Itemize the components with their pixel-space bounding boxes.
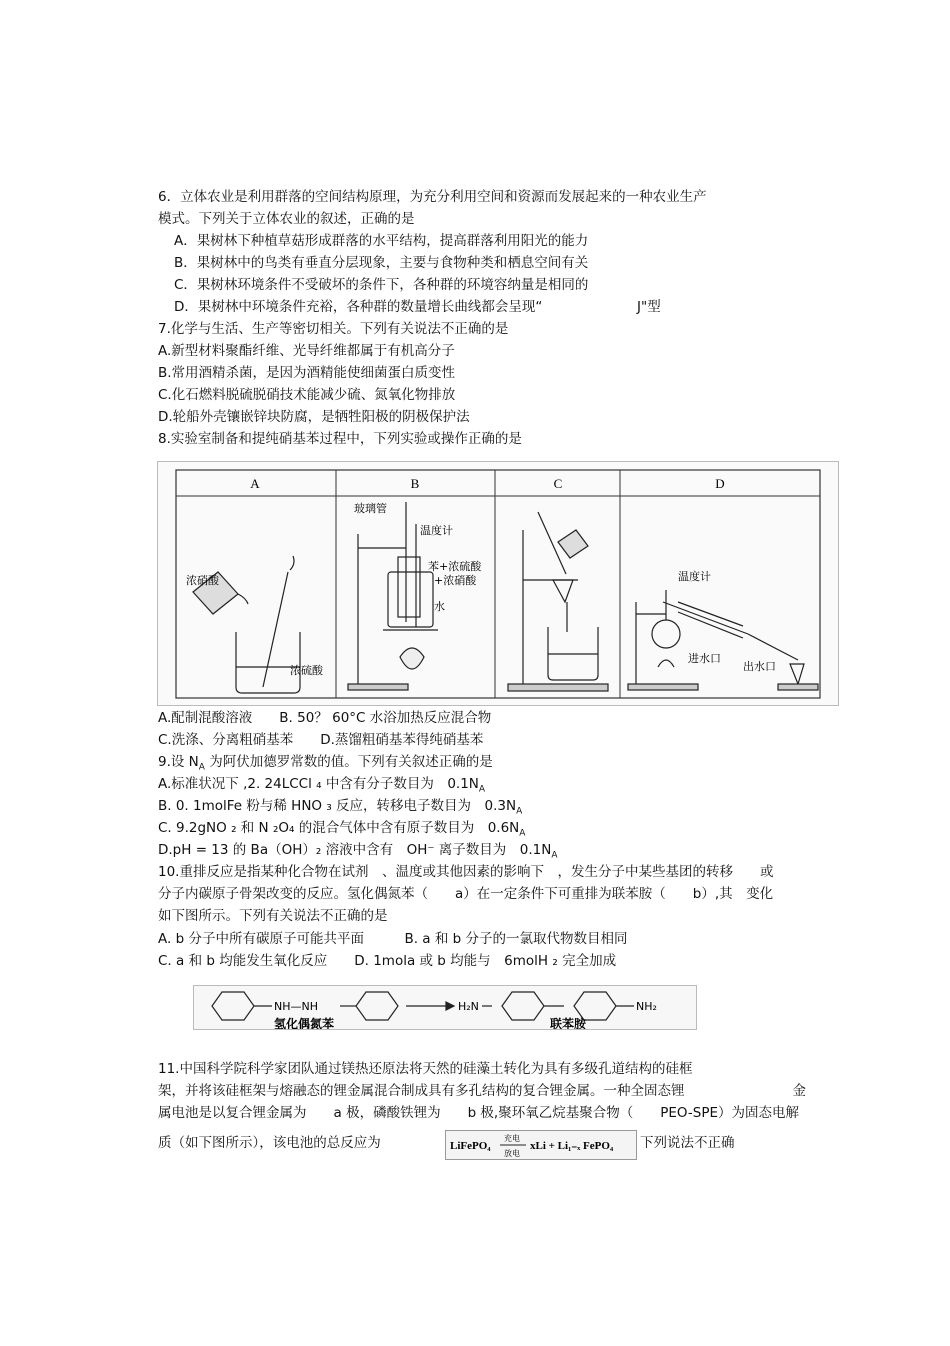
header-d: D bbox=[715, 476, 725, 491]
formula-products: xLi + Li₁₋ₓ FePO₄ bbox=[530, 1140, 614, 1152]
nh2-group: NH₂ bbox=[636, 1000, 657, 1013]
label-hydrazobenzene: 氢化偶氮苯 bbox=[274, 1017, 335, 1029]
label-b-glass-tube: 玻璃管 bbox=[354, 502, 387, 515]
rearrangement-figure bbox=[193, 985, 697, 1030]
q6-option-a: A．果树林下种植草菇形成群落的水平结构，提高群落利用阳光的能力 bbox=[174, 233, 589, 249]
q8-options-cd: C.洗涤、分离粗硝基苯 D.蒸馏粗硝基苯得纯硝基苯 bbox=[158, 732, 484, 748]
q6-option-d-end: J"型 bbox=[637, 299, 661, 315]
q9-option-b: B. 0. 1molFe 粉与稀 HNO ₃ 反应，转移电子数目为 $0.3N_A$ bbox=[158, 798, 523, 817]
q6-option-d: D．果树林中环境条件充裕，各种群的数量增长曲线都会呈现“ bbox=[174, 299, 543, 315]
q10-options-ab: A. b 分子中所有碳原子可能共平面 B. a 和 b 分子的一氯取代物数目相同 bbox=[158, 931, 628, 947]
apparatus-figure bbox=[157, 461, 839, 706]
q11-line1: 11.中国科学院科学家团队通过镁热还原法将天然的硅藻土转化为具有多级孔道结构的硅框 bbox=[158, 1061, 693, 1077]
label-b-mix-line1: 苯+浓硫酸 bbox=[428, 560, 482, 573]
q10-options-cd: C. a 和 b 均能发生氧化反应 D. 1mola 或 b 均能与 6molH ₂ 完全加成 bbox=[158, 953, 617, 969]
q7-option-a: A.新型材料聚酯纤维、光导纤维都属于有机高分子 bbox=[158, 343, 455, 359]
formula-reactant: LiFePO₄ bbox=[450, 1140, 491, 1152]
q8-options-ab: A.配制混酸溶液 B. 50？ 60°C 水浴加热反应混合物 bbox=[158, 710, 492, 726]
q6-option-c: C．果树林环境条件不受破坏的条件下，各种群的环境容纳量是相同的 bbox=[174, 277, 589, 293]
benzene-ring-1 bbox=[212, 992, 254, 1020]
label-d-thermometer: 温度计 bbox=[678, 570, 711, 583]
benzene-ring-2 bbox=[356, 992, 398, 1020]
q11-line2: 架，并将该硅框架与熔融态的锂金属混合制成具有多孔结构的复合锂金属。一种全固态锂 金 bbox=[158, 1083, 806, 1099]
q6-stem-line2: 模式。下列关于立体农业的叙述，正确的是 bbox=[158, 211, 415, 227]
q9-option-a: A.标准状况下 ,2. 24LCCl ₄ 中含有分子数目为 $0.1N_A$ bbox=[158, 776, 486, 795]
header-a: A bbox=[250, 476, 260, 491]
label-d-water-out: 出水口 bbox=[743, 660, 776, 673]
q9-option-d: D.pH = 13 的 Ba（OH）₂ 溶液中含有 OH⁻ 离子数目为 $0.1N_A$ bbox=[158, 842, 558, 861]
formula-discharge: 放电 bbox=[504, 1149, 520, 1158]
q10-stem-line3: 如下图所示。下列有关说法不正确的是 bbox=[158, 908, 388, 924]
benzene-ring-4 bbox=[574, 992, 616, 1020]
q6-option-b: B．果树林中的鸟类有垂直分层现象，主要与食物种类和栖息空间有关 bbox=[174, 255, 589, 271]
q11-line4-end: 下列说法不正确 bbox=[640, 1135, 735, 1151]
label-a-conc-sulfuric: 浓硫酸 bbox=[290, 664, 323, 677]
header-b: B bbox=[410, 476, 420, 491]
q10-stem-line2: 分子内碳原子骨架改变的反应。氢化偶氮苯（ a）在一定条件下可重排为联苯胺（ b）,其 变化 bbox=[158, 886, 774, 902]
q9-stem: 9.设 $N_A$ 为阿伏加德罗常数的值。下列有关叙述正确的是 bbox=[158, 754, 493, 773]
battery-reaction-formula bbox=[445, 1130, 637, 1160]
q7-option-b: B.常用酒精杀菌，是因为酒精能使细菌蛋白质变性 bbox=[158, 365, 456, 381]
q8-stem: 8.实验室制备和提纯硝基苯过程中，下列实验或操作正确的是 bbox=[158, 431, 522, 447]
q7-stem: 7.化学与生活、生产等密切相关。下列有关说法不正确的是 bbox=[158, 321, 509, 337]
label-b-mix-line2: +浓硝酸 bbox=[434, 574, 477, 587]
q10-stem-line1: 10.重排反应是指某种化合物在试剂 、温度或其他因素的影响下 ，发生分子中某些基团的转移 或 bbox=[158, 864, 774, 880]
apparatus-d bbox=[628, 590, 818, 690]
formula-charge: 充电 bbox=[504, 1134, 520, 1143]
header-c: C bbox=[553, 476, 563, 491]
q7-option-d: D.轮船外壳镶嵌锌块防腐，是牺牲阳极的阴极保护法 bbox=[158, 409, 470, 425]
q7-option-c: C.化石燃料脱硫脱硝技术能减少硫、氮氧化物排放 bbox=[158, 387, 456, 403]
h2n-group: H₂N bbox=[458, 1000, 479, 1013]
benzene-ring-3 bbox=[502, 992, 544, 1020]
q11-line4: 质（如下图所示），该电池的总反应为 bbox=[158, 1135, 381, 1151]
nh-nh-group: NH—NH bbox=[274, 1000, 318, 1013]
label-b-thermometer: 温度计 bbox=[420, 524, 453, 537]
label-a-conc-nitric: 浓硝酸 bbox=[186, 574, 219, 587]
apparatus-c bbox=[508, 512, 608, 691]
q9-option-c: C. 9.2gNO ₂ 和 N ₂O₄ 的混合气体中含有原子数目为 $0.6N_A$ bbox=[158, 820, 526, 839]
q11-line3: 属电池是以复合锂金属为 a 极，磷酸铁锂为 b 极,聚环氧乙烷基聚合物（ PEO-SPE）为固态电解 bbox=[158, 1105, 799, 1121]
label-benzidine: 联苯胺 bbox=[550, 1017, 587, 1029]
label-b-water: 水 bbox=[434, 600, 445, 613]
label-d-water-in: 进水口 bbox=[688, 652, 721, 665]
q6-stem-line1: 6．立体农业是利用群落的空间结构原理，为充分利用空间和资源而发展起来的一种农业生产 bbox=[158, 189, 707, 205]
